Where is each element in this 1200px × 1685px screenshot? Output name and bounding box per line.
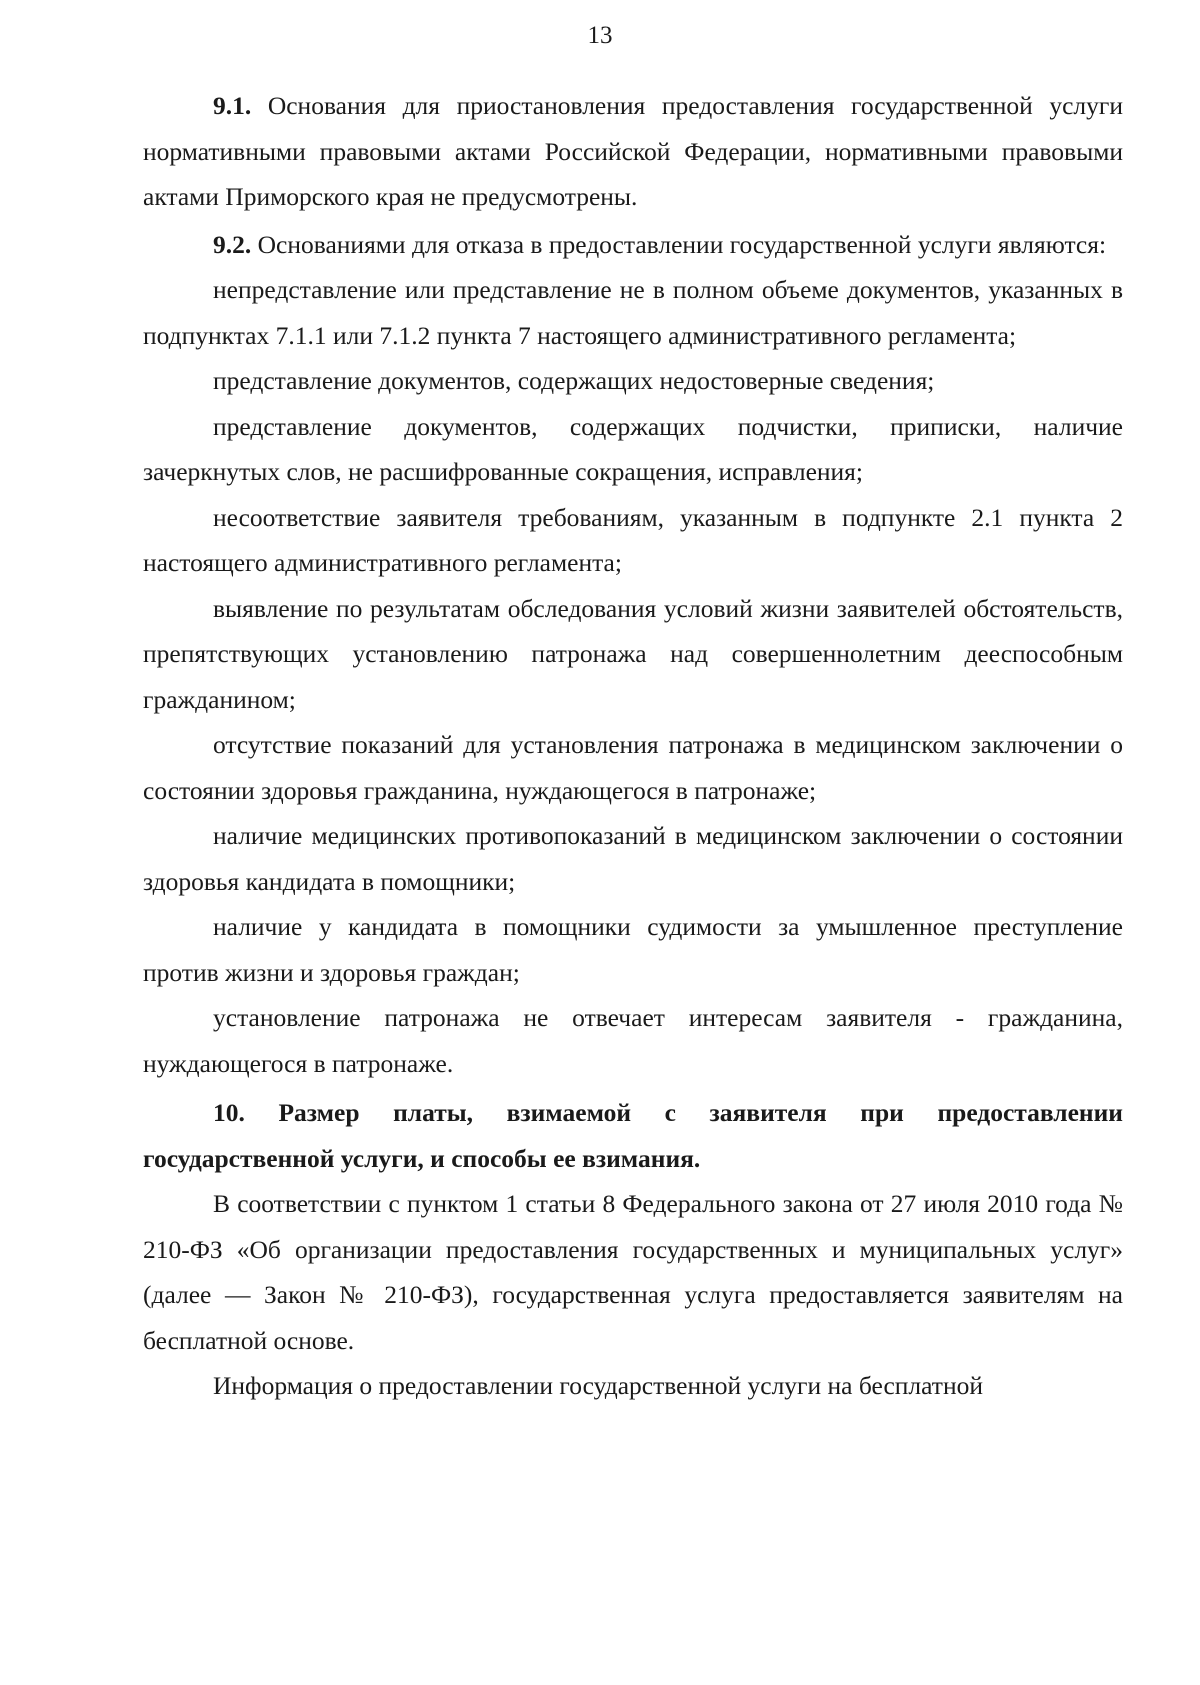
document-body [143,83,1123,1409]
section-10-paragraph-continued: Информация о предоставлении государственной услуги на бесплатной [213,1371,983,1400]
paragraph-text: Основаниями для отказа в предоставлении государственной услуги являются: [251,229,1107,259]
paragraph-text: Основания для приостановления предоставления государственной услуги нормативными правовыми актами Российской Федерации, нормативными правовыми актами Приморского края не предусмотрены. [143,91,1123,211]
clause-number: 9.2. [213,229,252,259]
paragraph-9-2 [143,222,1123,268]
refusal-ground: представление документов, содержащих недостоверные сведения; [213,366,935,395]
section-10-paragraph: В соответствии с пунктом 1 статьи 8 Федерального закона от 27 июля 2010 года № 210-ФЗ «Об организации предоставления государственных и муниципальных услуг» (далее — Закон № 210-ФЗ), государственная услуга предоставляется заявителям на бесплатной основе. [143,1189,1123,1355]
refusal-ground: непредставление или представление не в полном объеме документов, указанных в подпунктах 7.1.1 или 7.1.2 пункта 7 настоящего административного регламента; [143,275,1123,350]
refusal-ground: установление патронажа не отвечает интересам заявителя - гражданина, нуждающегося в патронаже. [143,1003,1123,1078]
refusal-ground: наличие медицинских противопоказаний в медицинском заключении о состоянии здоровья кандидата в помощники; [143,821,1123,896]
refusal-ground: представление документов, содержащих подчистки, приписки, наличие зачеркнутых слов, не расшифрованные сокращения, исправления; [143,411,1123,486]
section-10-heading: 10. Размер платы, взимаемой с заявителя при предоставлении государственной услуги, и способы ее взимания. [143,1098,1123,1173]
refusal-ground: несоответствие заявителя требованиям, указанным в подпункте 2.1 пункта 2 настоящего административного регламента; [143,502,1123,577]
refusal-ground: наличие у кандидата в помощники судимости за умышленное преступление против жизни и здоровья граждан; [143,912,1123,987]
page-number: 13 [587,22,613,49]
refusal-ground: выявление по результатам обследования условий жизни заявителей обстоятельств, препятствующих установлению патронажа над совершеннолетним дееспособным гражданином; [143,593,1123,714]
paragraph-9-1 [143,83,1123,220]
clause-number: 9.1. [213,91,252,120]
refusal-ground: отсутствие показаний для установления патронажа в медицинском заключении о состоянии здоровья гражданина, нуждающегося в патронаже; [143,730,1123,805]
